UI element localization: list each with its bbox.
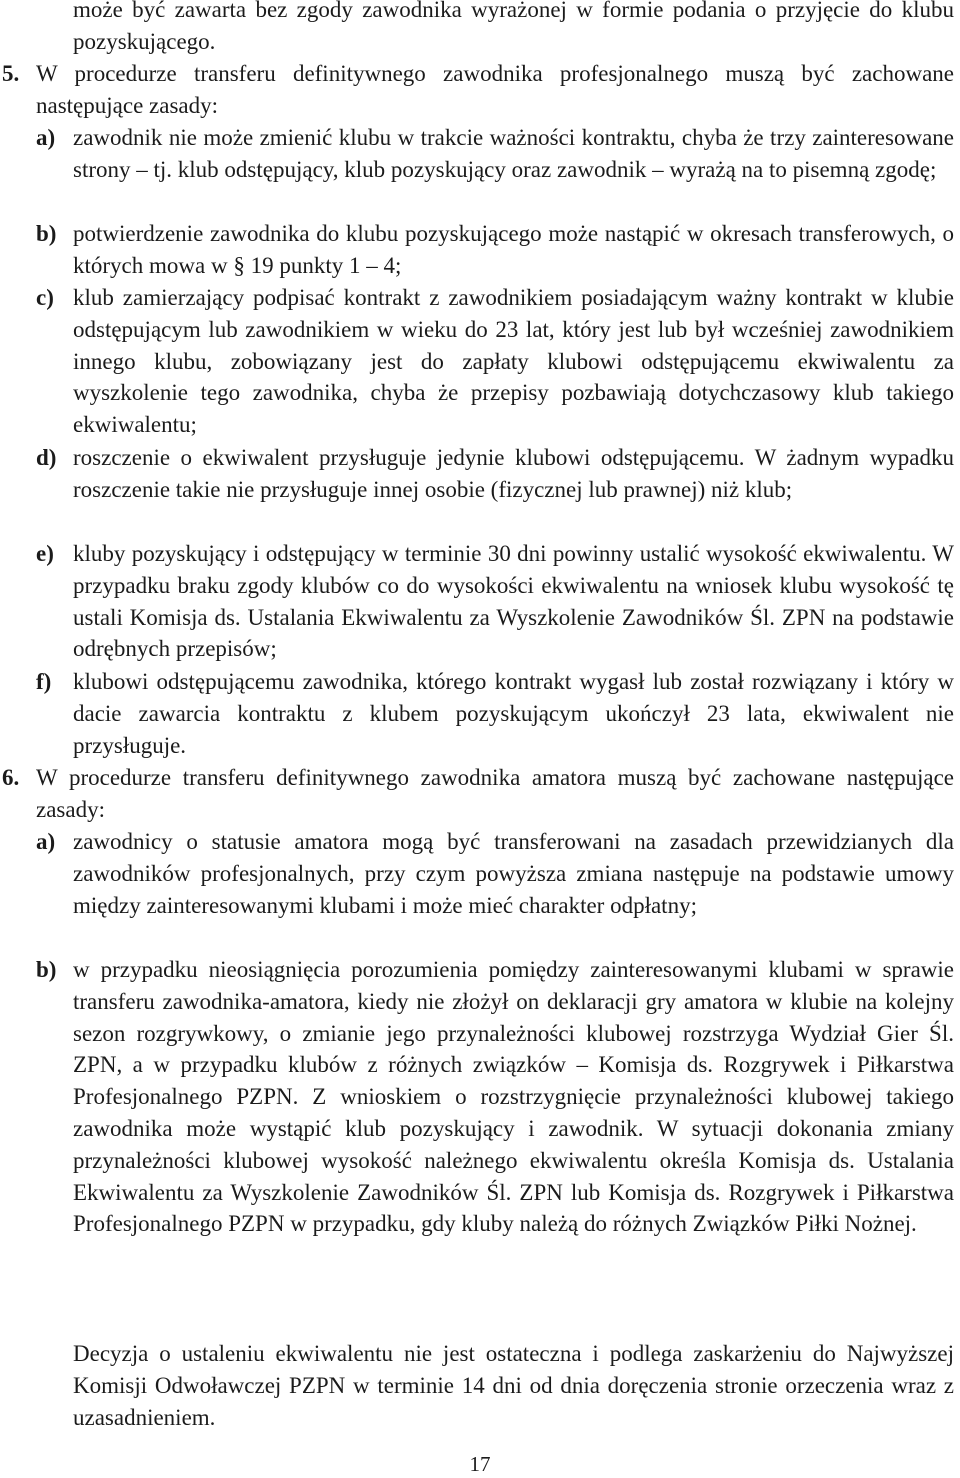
section-5-item-c-text: klub zamierzający podpisać kontrakt z zawodnikiem posiadającym ważny kontrakt w klubie odstępującym lub zawodnikiem w wieku do 23 lat, który jest lub był wcześniej zawodnikiem innego klubu, zobowiązany jest do zapłaty klubowi odstępującemu ekwiwalentu za wyszkolenie tego zawodnika, chyba że przepisy pozbawiają dotychczasowy klub takiego ekwiwalentu; [73,285,954,438]
section-6-item-b-label: b) [36,957,57,982]
section-5-intro: W procedurze transferu definitywnego zawodnika profesjonalnego muszą być zachowane następujące zasady: [36,61,954,118]
section-5-item-d-text: roszczenie o ekwiwalent przysługuje jedynie klubowi odstępującemu. W żadnym wypadku roszczenie takie nie przysługuje innej osobie (fizycznej lub prawnej) niż klub; [73,445,954,502]
section-5-item-a-label: a) [36,125,56,150]
section-5-item-f-text: klubowi odstępującemu zawodnika, którego kontrakt wygasł lub został rozwiązany i który w dacie zawarcia kontraktu z klubem pozyskującym ukończył 23 lata, ekwiwalent nie przysługuje. [73,669,954,758]
section-6-intro: W procedurze transferu definitywnego zawodnika amatora muszą być zachowane następujące zasady: [36,765,954,822]
section-5-item-b-text: potwierdzenie zawodnika do klubu pozyskującego może nastąpić w okresach transferowych, o których mowa w § 19 punkty 1 – 4; [73,221,954,278]
intro-paragraph: może być zawarta bez zgody zawodnika wyrażonej w formie podania o przyjęcie do klubu pozyskującego. [73,0,954,54]
section-6-item-a-label: a) [36,829,56,854]
section-6-item-b-text: w przypadku nieosiągnięcia porozumienia pomiędzy zainteresowanymi klubami w sprawie transferu zawodnika-amatora, kiedy nie złożył on deklaracji gry amatora w klubie na kolejny sezon rozgrywkowy, o zmianie jego przynależności klubowej rozstrzyga Wydział Gier Śl. ZPN, a w przypadku klubów z różnych związków – Komisja ds. Rozgrywek i Piłkarstwa Profesjonalnego PZPN. Z wnioskiem o rozstrzygnięcie przynależności klubowej takiego zawodnika może wystąpić klub pozyskujący i zawodnik. W sytuacji dokonania zmiany przynależności klubowej wysokość należnego ekwiwalentu określa Komisja ds. Ustalania Ekwiwalentu za Wyszkolenie Zawodników Śl. ZPN lub Komisja ds. Rozgrywek i Piłkarstwa Profesjonalnego PZPN w przypadku, gdy kluby należą do różnych Związków Piłki Nożnej. [73,957,954,1237]
section-5-item-e-label: e) [36,541,54,566]
section-6-closing-paragraph: Decyzja o ustaleniu ekwiwalentu nie jest ostateczna i podlega zaskarżeniu do Najwyższej Komisji Odwoławczej PZPN w terminie 14 dni od dnia doręczenia stronie orzeczenia wraz z uzasadnieniem. [73,1341,954,1430]
section-5-number: 5. [2,61,20,86]
section-6-number: 6. [2,765,20,790]
section-5-item-c-label: c) [36,285,54,310]
section-5-item-e-text: kluby pozyskujący i odstępujący w terminie 30 dni powinny ustalić wysokość ekwiwalentu. W przypadku braku zgody klubów co do wysokości ekwiwalentu na wniosek klubu wysokość tę ustali Komisja ds. Ustalania Ekwiwalentu za Wyszkolenie Zawodników Śl. ZPN na podstawie odrębnych przepisów; [73,541,954,662]
page-number: 17 [469,1452,491,1476]
section-5-item-d-label: d) [36,445,57,470]
section-6-item-a-text: zawodnicy o statusie amatora mogą być transferowani na zasadach przewidzianych dla zawodników profesjonalnych, przy czym powyższa zmiana następuje na podstawie umowy między zainteresowanymi klubami i może mieć charakter odpłatny; [73,829,954,918]
section-5-item-f-label: f) [36,669,52,694]
section-5-item-b-label: b) [36,221,57,246]
section-5-item-a-text: zawodnik nie może zmienić klubu w trakcie ważności kontraktu, chyba że trzy zainteresowane strony – tj. klub odstępujący, klub pozyskujący oraz zawodnik – wyrażą na to pisemną zgodę; [73,125,954,182]
